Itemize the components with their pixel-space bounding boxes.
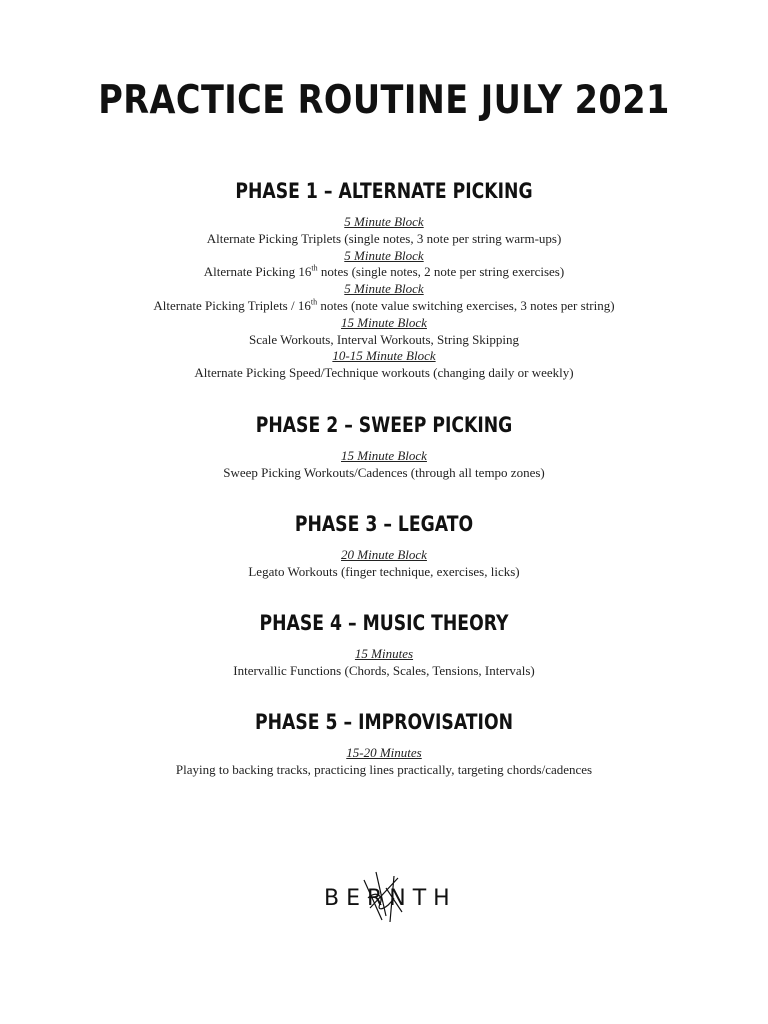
block-label: 5 Minute Block (344, 214, 424, 229)
phase-heading: PHASE 4 – MUSIC THEORY (259, 611, 509, 635)
phase-heading: PHASE 5 – IMPROVISATION (254, 710, 514, 734)
block-description: Legato Workouts (finger technique, exercises, licks) (248, 563, 520, 579)
block-description (0, 298, 768, 315)
block-label: 20 Minute Block (341, 547, 427, 562)
block-label: 15 Minute Block (341, 448, 427, 463)
phase-section (0, 511, 768, 581)
block-description (0, 264, 768, 281)
phase-heading: PHASE 2 – SWEEP PICKING (255, 413, 513, 437)
bernth-logo (324, 868, 457, 928)
logo-wordmark: BERNTH (324, 886, 457, 911)
block-description: Sweep Picking Workouts/Cadences (through all tempo zones) (223, 464, 545, 480)
block-description: Playing to backing tracks, practicing lines practically, targeting chords/cadences (175, 761, 593, 777)
ordinal-suffix: th (310, 297, 318, 307)
block-description: Alternate Picking Triplets (single notes, 3 note per string warm-ups) (206, 230, 562, 246)
phase-heading: PHASE 1 – ALTERNATE PICKING (235, 179, 533, 203)
block-label: 5 Minute Block (344, 247, 424, 263)
phase-section (0, 610, 768, 680)
block-label: 5 Minute Block (344, 281, 424, 297)
signature-icon (324, 868, 457, 928)
desc-text: notes (note value switching exercises, 3 notes per string) (317, 297, 615, 313)
page-title: PRACTICE ROUTINE JULY 2021 (98, 78, 670, 123)
block-label: 15 Minute Block (341, 314, 427, 330)
phase-section (0, 709, 768, 779)
desc-text: notes (single notes, 2 note per string exercises) (317, 264, 565, 280)
ordinal-suffix: th (311, 264, 318, 274)
block-description: Scale Workouts, Interval Workouts, String Skipping (248, 331, 520, 347)
block-label: 10-15 Minute Block (332, 348, 436, 364)
block-label: 15 Minutes (354, 646, 414, 661)
block-description: Alternate Picking Speed/Technique workouts (changing daily or weekly) (194, 365, 574, 381)
phase-section (0, 412, 768, 482)
phase-heading: PHASE 3 – LEGATO (294, 512, 474, 536)
desc-text: Alternate Picking Triplets / 16 (153, 297, 311, 313)
desc-text: Alternate Picking 16 (203, 264, 312, 280)
block-description: Intervallic Functions (Chords, Scales, Tensions, Intervals) (233, 662, 535, 678)
block-label: 15-20 Minutes (346, 745, 422, 760)
phase-section (0, 178, 768, 382)
